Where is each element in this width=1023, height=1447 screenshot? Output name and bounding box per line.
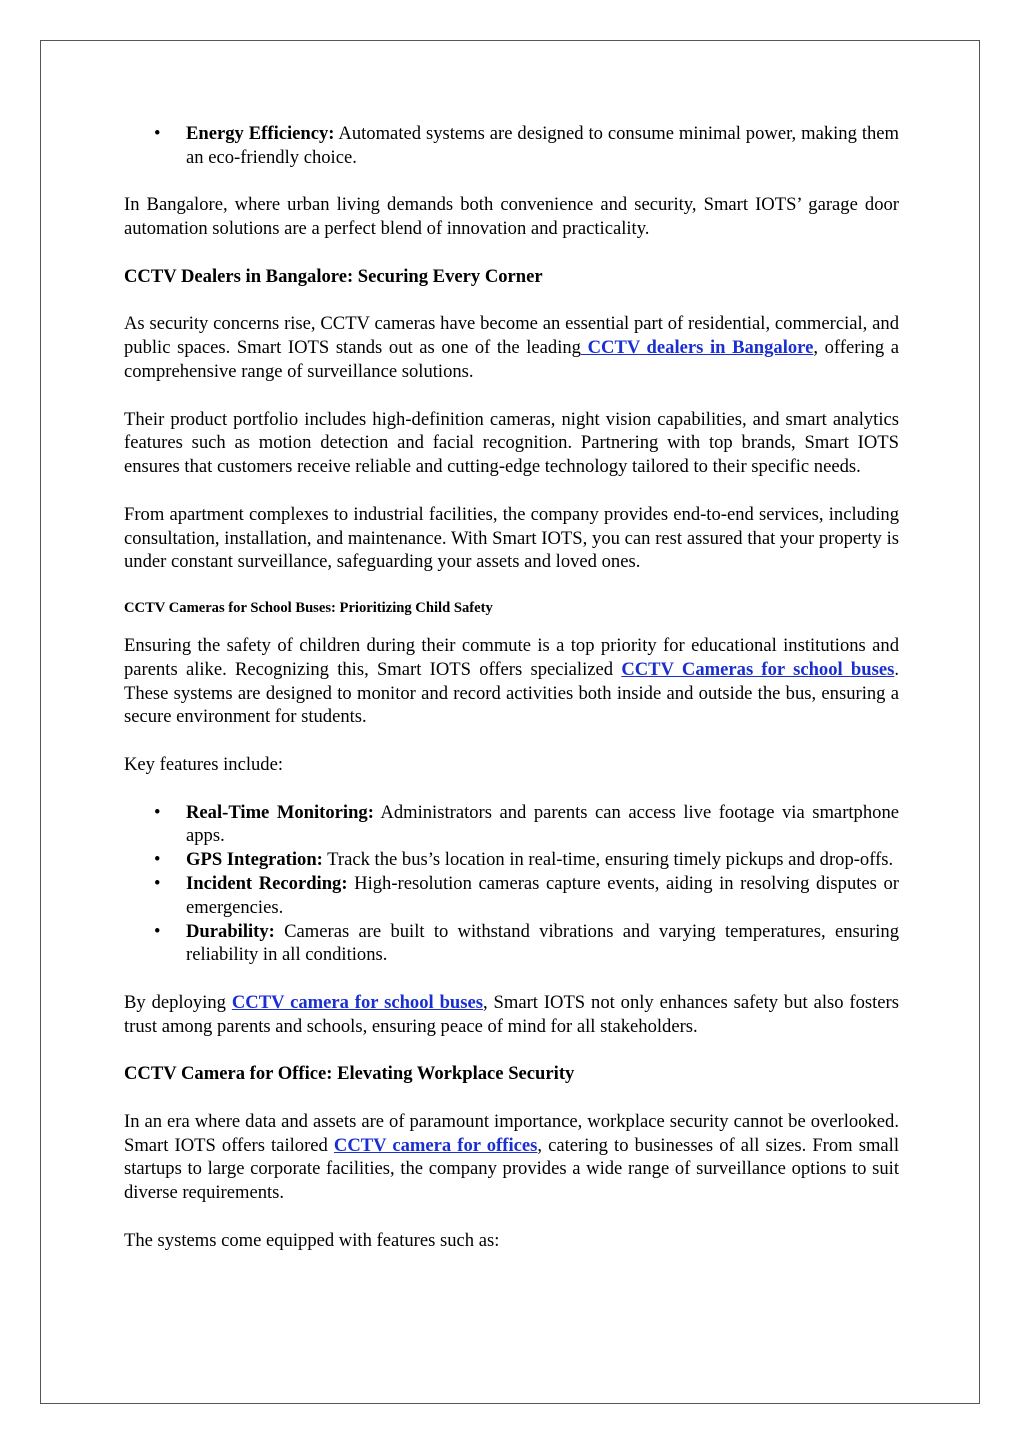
features-list <box>124 801 899 968</box>
list-item-text: Cameras are built to withstand vibrations and varying temperatures, ensuring reliability in all conditions. <box>186 920 899 966</box>
link-cctv-camera-offices[interactable]: CCTV camera for offices <box>333 1134 538 1156</box>
paragraph-deploying: By deploying CCTV camera for school buses, Smart IOTS not only enhances safety but also fosters trust among parents and schools, ensuring peace of mind for all stakeholders. <box>124 991 899 1037</box>
link-cctv-camera-school-buses[interactable]: CCTV camera for school buses <box>231 991 483 1013</box>
list-item-term: Durability: <box>186 920 275 942</box>
paragraph-systems: The systems come equipped with features such as: <box>124 1229 500 1251</box>
link-cctv-school-buses[interactable]: CCTV Cameras for school buses <box>621 658 895 680</box>
list-item <box>124 122 899 170</box>
list-item-text: Track the bus’s location in real-time, ensuring timely pickups and drop-offs. <box>322 849 894 871</box>
paragraph-key-features: Key features include: <box>124 753 284 775</box>
bullet-icon: • <box>154 920 161 942</box>
list-item-term: GPS Integration: <box>186 849 323 871</box>
list-item <box>124 848 899 872</box>
paragraph-dealers: As security concerns rise, CCTV cameras have become an essential part of residential, commercial, and public spaces. Smart IOTS stands out as one of the leading CCTV dealers in Bangalore, offering a comprehensive range of surveillance solutions. <box>124 313 900 382</box>
list-item <box>124 920 899 968</box>
list-item-term: Energy Efficiency: <box>186 123 335 144</box>
paragraph-office: In an era where data and assets are of paramount importance, workplace security cannot be overlooked. Smart IOTS offers tailored CCTV camera for offices, catering to businesses of all sizes. From small startups to large corporate facilities, the company provides a wide range of surveillance options to suit diverse requirements. <box>124 1110 899 1204</box>
heading-school-buses: CCTV Cameras for School Buses: Prioritizing Child Safety <box>124 599 493 616</box>
paragraph-facilities: From apartment complexes to industrial facilities, the company provides end-to-end services, including consultation, installation, and maintenance. With Smart IOTS, you can rest assured that your property is under constant surveillance, safeguarding your assets and loved ones. <box>124 503 899 573</box>
list-item-text: High-resolution cameras capture events, aiding in resolving disputes or emergencies. <box>186 872 899 918</box>
bullet-icon: • <box>154 849 161 871</box>
list-item-text: Administrators and parents can access live footage via smartphone apps. <box>186 801 899 847</box>
paragraph-bangalore: In Bangalore, where urban living demands both convenience and security, Smart IOTS’ garage door automation solutions are a perfect blend of innovation and practicality. <box>124 194 899 240</box>
heading-cctv-office: CCTV Camera for Office: Elevating Workplace Security <box>124 1063 575 1085</box>
list-item-term: Incident Recording: <box>186 872 348 894</box>
paragraph-portfolio: Their product portfolio includes high-definition cameras, night vision capabilities, and smart analytics features such as motion detection and facial recognition. Partnering with top brands, Smart IOTS ensures that customers receive reliable and cutting-edge technology tailored to their specific needs. <box>124 408 899 478</box>
list-item <box>124 872 899 920</box>
list-item <box>124 801 899 849</box>
energy-list <box>124 122 899 170</box>
bullet-icon: • <box>154 872 161 894</box>
document-body <box>124 122 899 1276</box>
list-item-text: Automated systems are designed to consume minimal power, making them an eco-friendly choice. <box>186 123 900 168</box>
list-item-term: Real-Time Monitoring: <box>186 801 374 823</box>
bullet-icon: • <box>154 801 161 823</box>
bullet-icon: • <box>154 123 161 144</box>
heading-cctv-dealers: CCTV Dealers in Bangalore: Securing Every Corner <box>124 265 543 287</box>
link-cctv-dealers[interactable]: CCTV dealers in Bangalore <box>580 337 814 359</box>
paragraph-school: Ensuring the safety of children during their commute is a top priority for educational institutions and parents alike. Recognizing this, Smart IOTS offers specialized CCTV Cameras for school buses. These systems are designed to monitor and record activities both inside and outside the bus, ensuring a secure environment for students. <box>124 634 899 728</box>
